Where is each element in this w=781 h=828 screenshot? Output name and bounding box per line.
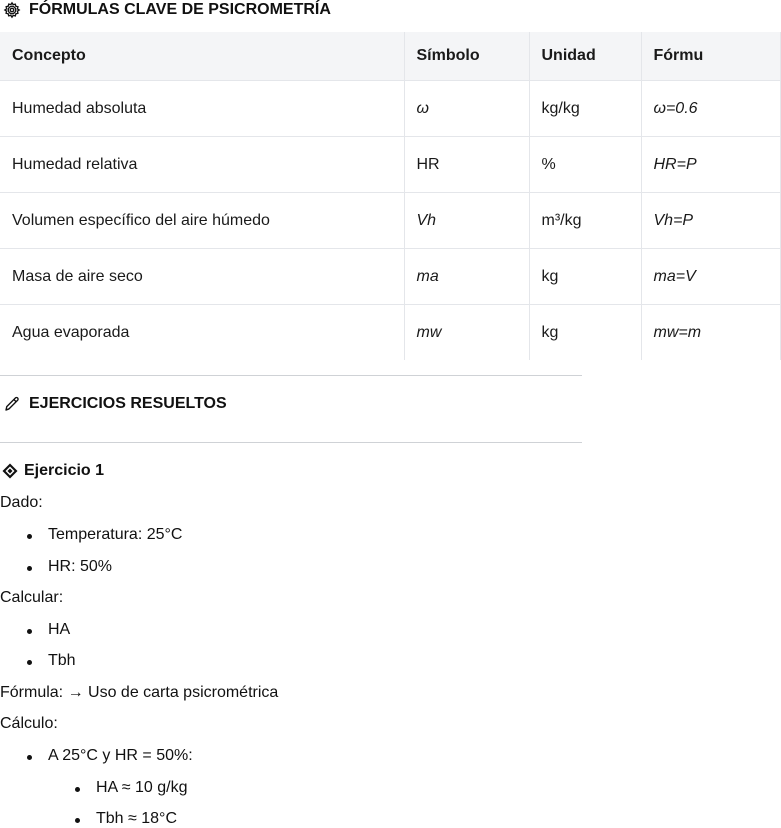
cell-concepto: Masa de aire seco [0, 249, 404, 305]
cell-unidad: % [529, 137, 641, 193]
exercises-heading [2, 394, 227, 414]
cell-unidad: kg/kg [529, 81, 641, 137]
cell-simbolo: Vh [404, 193, 529, 249]
exercise-1-heading [2, 461, 104, 481]
table-row [0, 249, 780, 305]
cell-concepto: Volumen específico del aire húmedo [0, 193, 404, 249]
cell-concepto: Humedad absoluta [0, 81, 404, 137]
header-unidad: Unidad [529, 32, 641, 81]
table-header-row [0, 32, 780, 81]
list-item: HA ≈ 10 g/kg [96, 779, 188, 796]
formulas-heading [2, 0, 331, 20]
cell-simbolo: mw [404, 305, 529, 361]
cell-simbolo: ma [404, 249, 529, 305]
list-item: HR: 50% [48, 558, 113, 575]
formulas-table-container[interactable] [0, 32, 704, 362]
cell-unidad: kg [529, 249, 641, 305]
cell-formula: Vh=P [641, 193, 780, 249]
cell-formula: mw=m [641, 305, 780, 361]
table-row [0, 193, 780, 249]
list-item: A 25°C y HR = 50%: [48, 747, 193, 764]
header-formula: Fórmu [641, 32, 780, 81]
given-label: Dado: [0, 494, 43, 511]
gear-icon [2, 0, 22, 20]
formula-line: Fórmula: → Uso de carta psicrométrica [0, 684, 279, 701]
section-divider [0, 375, 582, 376]
diamond-icon [2, 461, 18, 481]
cell-unidad: kg [529, 305, 641, 361]
cell-formula: HR=P [641, 137, 780, 193]
calc-label: Calcular: [0, 589, 64, 606]
cell-concepto: Humedad relativa [0, 137, 404, 193]
exercises-heading-text: EJERCICIOS RESUELTOS [29, 395, 227, 412]
exercise-1-title: Ejercicio 1 [24, 462, 105, 479]
table-row [0, 305, 780, 361]
list-item: HA [48, 621, 71, 638]
section-divider [0, 442, 582, 443]
pencil-icon [2, 394, 22, 414]
list-item: Tbh ≈ 18°C [96, 810, 177, 827]
cell-simbolo: HR [404, 137, 529, 193]
cell-formula: ω=0.6 [641, 81, 780, 137]
formulas-heading-text: FÓRMULAS CLAVE DE PSICROMETRÍA [29, 1, 331, 18]
table-row [0, 81, 780, 137]
list-item: Tbh [48, 652, 76, 669]
calculation-label: Cálculo: [0, 715, 58, 732]
list-item: Temperatura: 25°C [48, 526, 183, 543]
formulas-table [0, 32, 781, 360]
header-simbolo: Símbolo [404, 32, 529, 81]
header-concepto: Concepto [0, 32, 404, 81]
table-row [0, 137, 780, 193]
cell-simbolo: ω [404, 81, 529, 137]
cell-concepto: Agua evaporada [0, 305, 404, 361]
cell-unidad: m³/kg [529, 193, 641, 249]
cell-formula: ma=V [641, 249, 780, 305]
